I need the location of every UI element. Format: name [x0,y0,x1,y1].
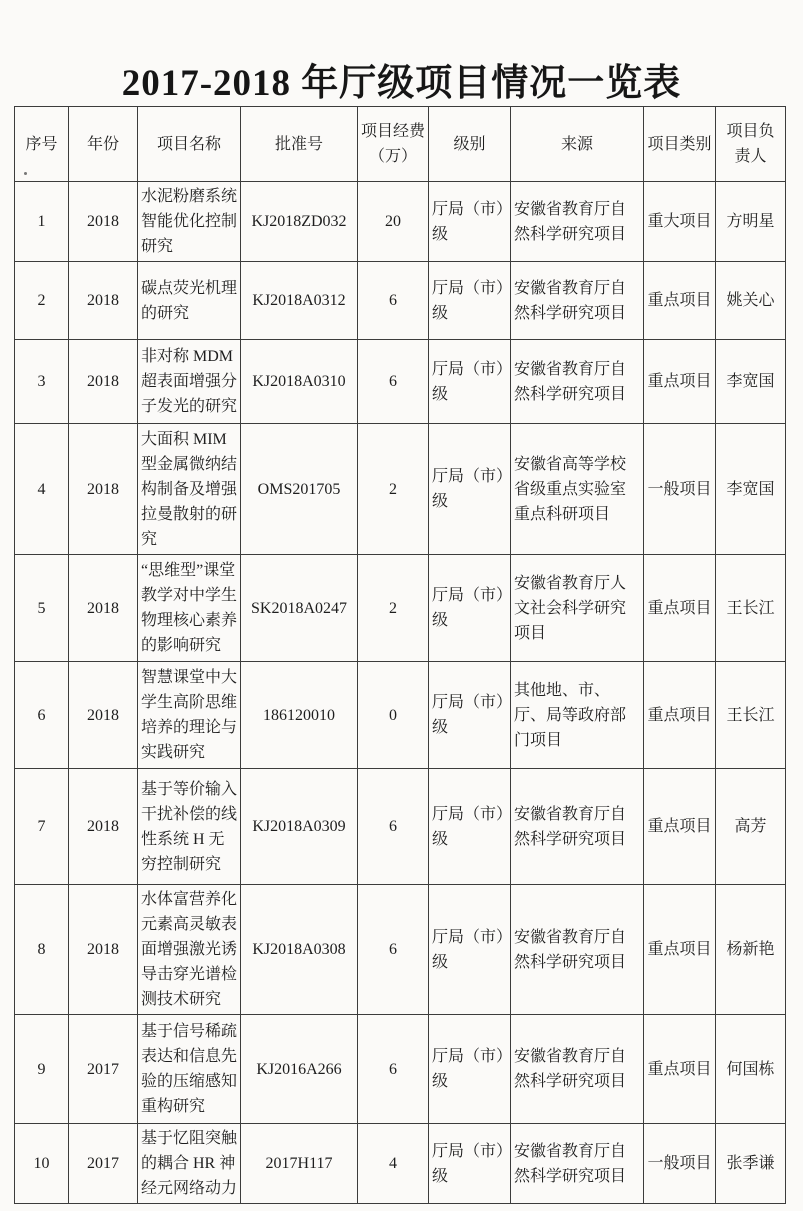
table-cell: 安徽省教育厅自然科学研究项目 [511,182,644,262]
table-cell: 7 [15,769,69,885]
table-cell: 6 [358,1015,429,1124]
table-cell: 重点项目 [644,662,716,769]
table-cell: 一般项目 [644,1124,716,1204]
table-cell: KJ2018A0310 [241,340,358,424]
column-header: 年份 [69,107,138,182]
table-cell: 2017 [69,1015,138,1124]
table-cell: 重点项目 [644,1015,716,1124]
table-cell: 王长江 [716,662,786,769]
table-cell: 基于信号稀疏表达和信息先验的压缩感知重构研究 [138,1015,241,1124]
table-cell: 2018 [69,340,138,424]
projects-table [14,106,786,1204]
table-cell: 李宽国 [716,340,786,424]
table-cell: 6 [15,662,69,769]
table-cell: KJ2018ZD032 [241,182,358,262]
table-cell: 厅局（市）级 [429,555,511,662]
table-cell: 厅局（市）级 [429,262,511,340]
table-cell: 姚关心 [716,262,786,340]
table-cell: 李宽国 [716,424,786,555]
table-cell: 厅局（市）级 [429,182,511,262]
column-header: 序号 [15,107,69,182]
table-cell: 重点项目 [644,340,716,424]
table-cell: 6 [358,769,429,885]
table-cell: 9 [15,1015,69,1124]
table-cell: 重点项目 [644,769,716,885]
table-cell: 杨新艳 [716,885,786,1015]
table-cell: 非对称 MDM 超表面增强分子发光的研究 [138,340,241,424]
column-header: 项目经费（万） [358,107,429,182]
page-title: 2017-2018 年厅级项目情况一览表 [121,63,682,104]
table-row [15,1015,786,1124]
column-header: 级别 [429,107,511,182]
table-cell: 2018 [69,769,138,885]
table-cell: OMS201705 [241,424,358,555]
table-cell: 2018 [69,262,138,340]
table-row [15,662,786,769]
table-cell: 大面积 MIM 型金属微纳结构制备及增强拉曼散射的研究 [138,424,241,555]
table-cell: 方明星 [716,182,786,262]
table-row [15,262,786,340]
table-cell: 1 [15,182,69,262]
table-cell: 2 [358,555,429,662]
table-cell: 2018 [69,182,138,262]
table-cell: 安徽省教育厅自然科学研究项目 [511,262,644,340]
table-cell: 10 [15,1124,69,1204]
table-row [15,555,786,662]
table-cell: 安徽省高等学校省级重点实验室重点科研项目 [511,424,644,555]
table-row [15,340,786,424]
table-cell: 6 [358,340,429,424]
table-cell: 2018 [69,662,138,769]
table-cell: 安徽省教育厅自然科学研究项目 [511,340,644,424]
table-cell: 智慧课堂中大学生高阶思维培养的理论与实践研究 [138,662,241,769]
table-cell: 高芳 [716,769,786,885]
table-cell: 厅局（市）级 [429,424,511,555]
table-cell: “思维型”课堂教学对中学生物理核心素养的影响研究 [138,555,241,662]
table-cell: 何国栋 [716,1015,786,1124]
table-cell: 厅局（市）级 [429,340,511,424]
column-header: 项目负责人 [716,107,786,182]
table-cell: 2017 [69,1124,138,1204]
table-row [15,182,786,262]
column-header: 来源 [511,107,644,182]
table-cell: 2 [15,262,69,340]
table-cell: KJ2018A0309 [241,769,358,885]
table-cell: 20 [358,182,429,262]
table-cell: 安徽省教育厅人文社会科学研究项目 [511,555,644,662]
table-row [15,769,786,885]
table-cell: 0 [358,662,429,769]
table-header-row [15,107,786,182]
table-cell: 厅局（市）级 [429,885,511,1015]
table-cell: KJ2018A0308 [241,885,358,1015]
table-cell: 一般项目 [644,424,716,555]
table-row [15,424,786,555]
column-header: 项目类别 [644,107,716,182]
table-cell: SK2018A0247 [241,555,358,662]
table-cell: 重点项目 [644,262,716,340]
table-cell: 重大项目 [644,182,716,262]
table-cell: KJ2016A266 [241,1015,358,1124]
table-cell: 碳点荧光机理的研究 [138,262,241,340]
table-cell: 基于忆阻突触的耦合 HR 神经元网络动力 [138,1124,241,1204]
table-cell: 4 [358,1124,429,1204]
table-cell: 张季谦 [716,1124,786,1204]
table-cell: 其他地、市、厅、局等政府部门项目 [511,662,644,769]
table-cell: 厅局（市）级 [429,1124,511,1204]
table-cell: 186120010 [241,662,358,769]
table-row [15,885,786,1015]
table-cell: 安徽省教育厅自然科学研究项目 [511,1015,644,1124]
table-cell: 基于等价输入干扰补偿的线性系统 H 无穷控制研究 [138,769,241,885]
table-cell: 2 [358,424,429,555]
table-cell: 3 [15,340,69,424]
column-header: 项目名称 [138,107,241,182]
table-row [15,1124,786,1204]
table-body [15,182,786,1204]
table-cell: 安徽省教育厅自然科学研究项目 [511,885,644,1015]
table-cell: 厅局（市）级 [429,662,511,769]
table-cell: 4 [15,424,69,555]
column-header: 批准号 [241,107,358,182]
table-cell: 6 [358,262,429,340]
table-cell: 水体富营养化元素高灵敏表面增强激光诱导击穿光谱检测技术研究 [138,885,241,1015]
table-cell: 重点项目 [644,885,716,1015]
table-cell: 厅局（市）级 [429,1015,511,1124]
table-cell: 5 [15,555,69,662]
table-cell: 水泥粉磨系统智能优化控制研究 [138,182,241,262]
table-cell: 重点项目 [644,555,716,662]
table-cell: 2017H117 [241,1124,358,1204]
table-cell: 2018 [69,424,138,555]
table-cell: 2018 [69,885,138,1015]
table-cell: 6 [358,885,429,1015]
table-cell: 安徽省教育厅自然科学研究项目 [511,769,644,885]
table-cell: 8 [15,885,69,1015]
table-cell: 王长江 [716,555,786,662]
table-cell: 2018 [69,555,138,662]
table-cell: 厅局（市）级 [429,769,511,885]
table-cell: KJ2018A0312 [241,262,358,340]
table-cell: 安徽省教育厅自然科学研究项目 [511,1124,644,1204]
